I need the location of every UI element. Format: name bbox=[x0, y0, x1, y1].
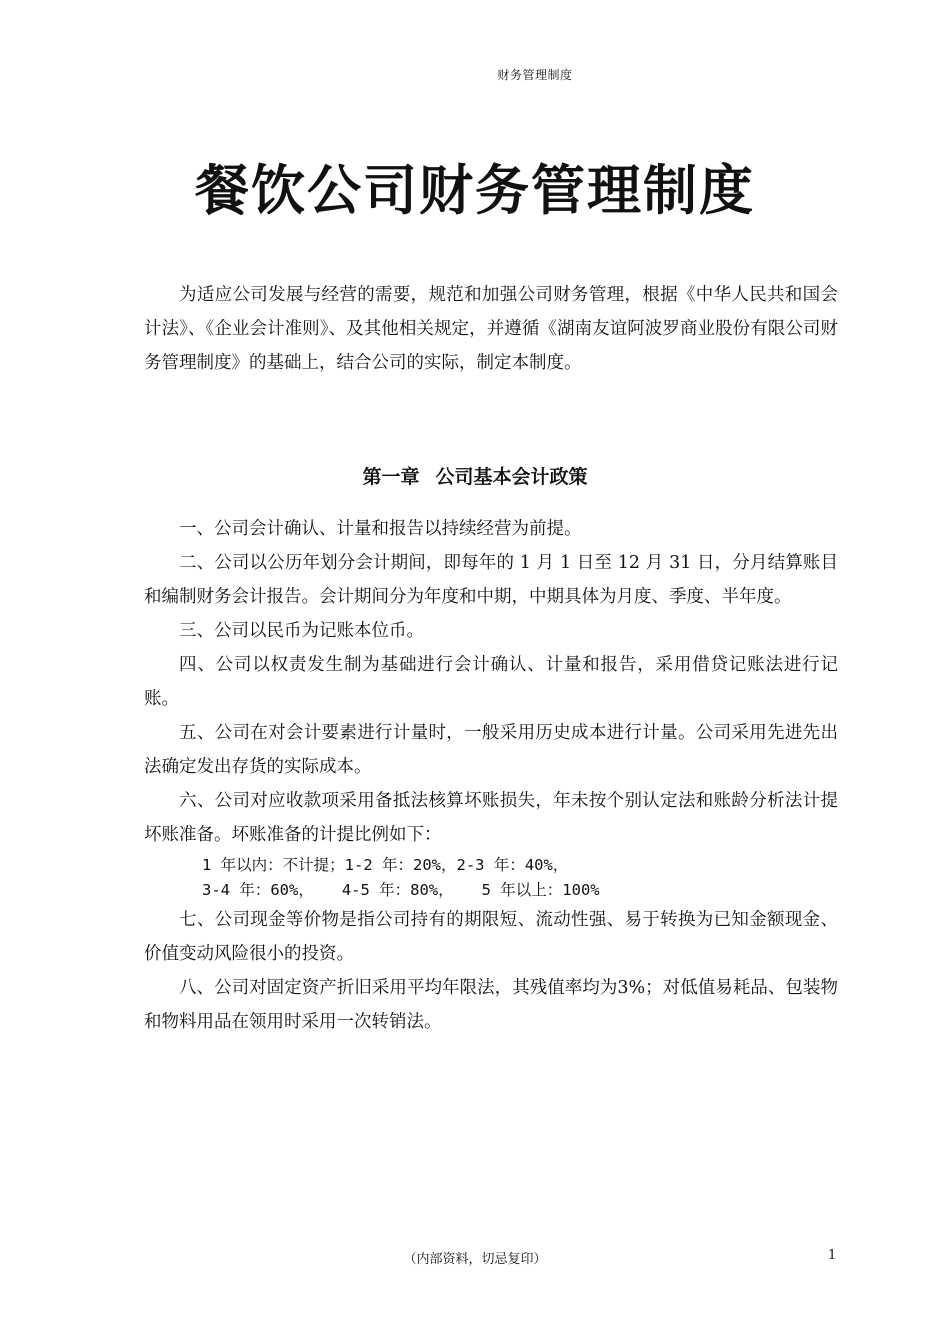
article-5: 五、公司在对会计要素进行计量时，一般采用历史成本进行计量。公司采用先进先出法确定发出存货的实际成本。 bbox=[144, 723, 838, 777]
articles-section bbox=[144, 512, 838, 1039]
running-header: 财务管理制度 bbox=[497, 68, 573, 82]
article-6: 六、公司对应收款项采用备抵法核算坏账损失，年未按个别认定法和账龄分析法计提坏账准备。坏账准备的计提比例如下： bbox=[144, 791, 838, 845]
article-4: 四、公司以权责发生制为基础进行会计确认、计量和报告，采用借贷记账法进行记账。 bbox=[144, 655, 838, 709]
article-1: 一、公司会计确认、计量和报告以持续经营为前提。 bbox=[179, 519, 582, 539]
article-8: 八、公司对固定资产折旧采用平均年限法，其残值率均为3%；对低值易耗品、包装物和物料用品在领用时采用一次转销法。 bbox=[144, 978, 838, 1032]
article-2: 二、公司以公历年划分会计期间，即每年的 1 月 1 日至 12 月 31 日，分月结算账目和编制财务会计报告。会计期间分为年度和中期，中期具体为月度、季度、半年度。 bbox=[144, 553, 838, 607]
intro-paragraph: 为适应公司发展与经营的需要，规范和加强公司财务管理，根据《中华人民共和国会计法》、《企业会计准则》、及其他相关规定，并遵循《湖南友谊阿波罗商业股份有限公司财务管理制度》的基础上，结合公司的实际，制定本制度。 bbox=[144, 285, 838, 373]
chapter-name: 公司基本会计政策 bbox=[435, 466, 588, 488]
footer-note: （内部资料，切忌复印） bbox=[403, 1252, 547, 1267]
document-title: 餐饮公司财务管理制度 bbox=[195, 159, 755, 222]
intro-section bbox=[144, 278, 838, 380]
ratio-line-1: 1 年以内：不计提；1-2 年：20%，2-3 年：40%， bbox=[202, 856, 569, 874]
page-number: 1 bbox=[828, 1248, 837, 1263]
chapter-number: 第一章 bbox=[362, 466, 420, 488]
ratio-line-2: 3-4 年：60%， 4-5 年：80%， 5 年以上：100% bbox=[202, 881, 600, 899]
chapter-heading bbox=[0, 462, 950, 489]
article-3: 三、公司以民币为记账本位币。 bbox=[179, 621, 424, 641]
article-7: 七、公司现金等价物是指公司持有的期限短、流动性强、易于转换为已知金额现金、价值变动风险很小的投资。 bbox=[144, 910, 838, 964]
